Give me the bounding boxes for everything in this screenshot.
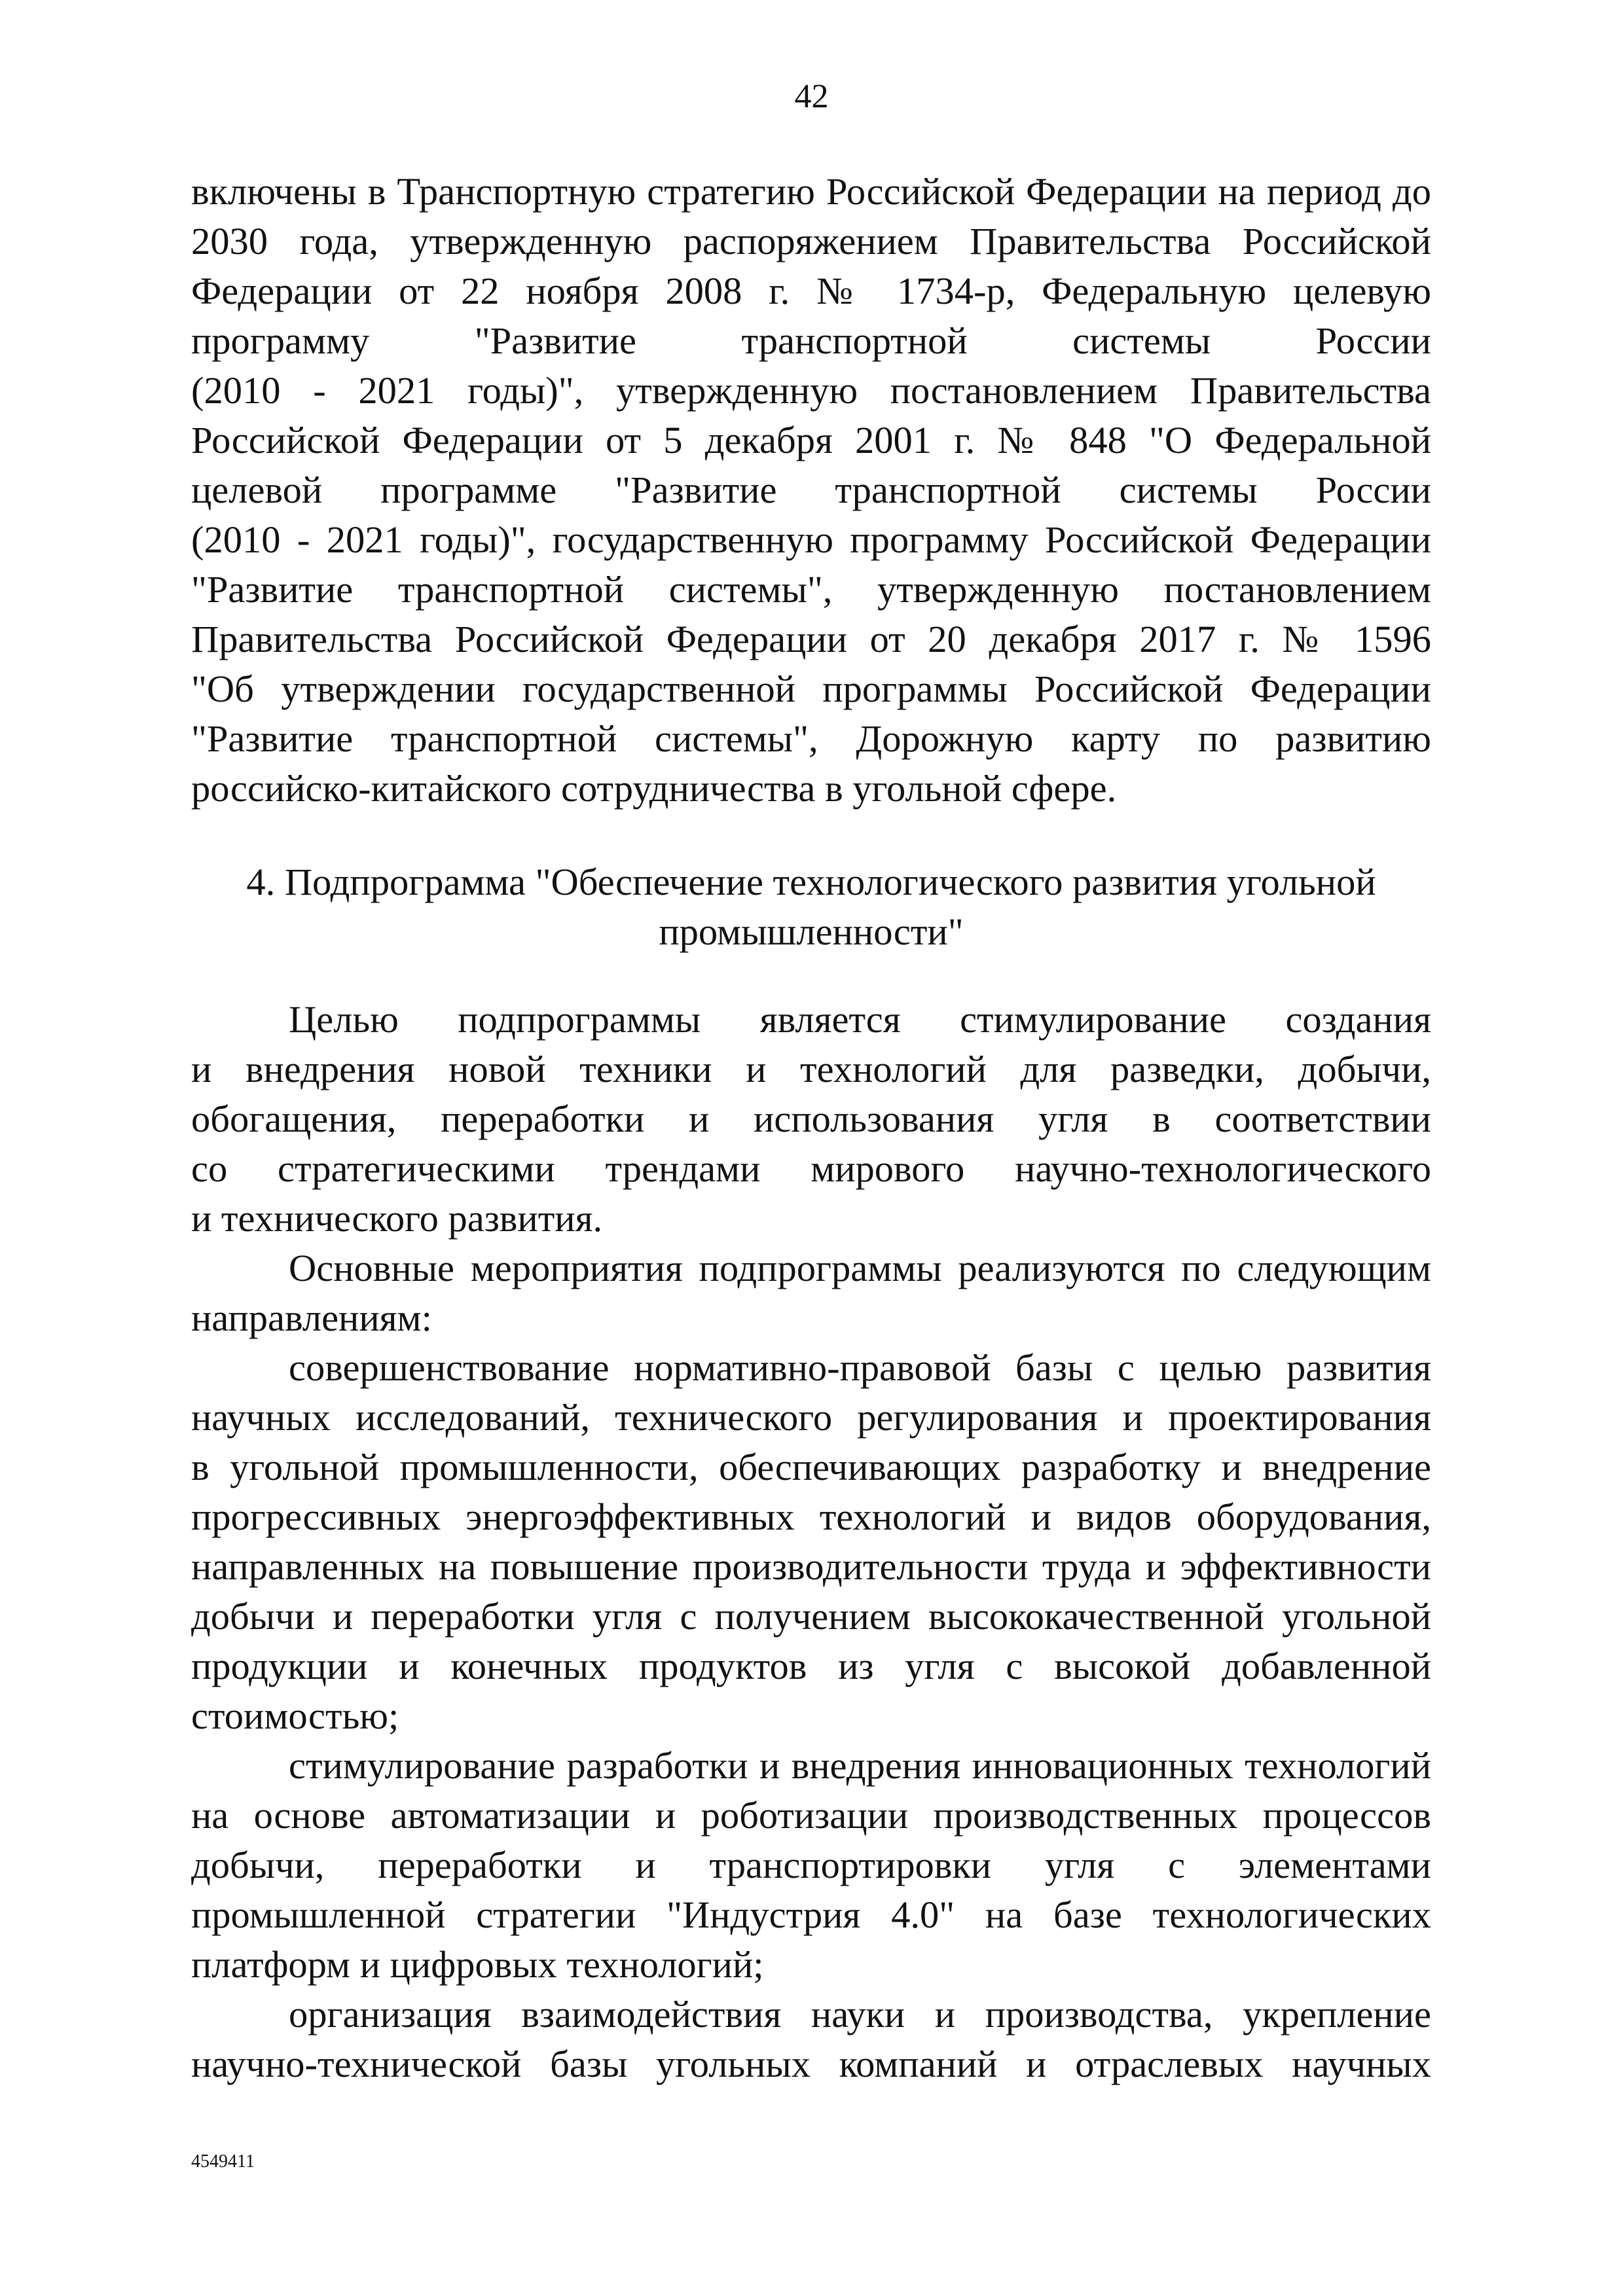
text-line: на основе автоматизации и роботизации производственных процессов	[191, 1794, 1431, 1837]
text-line: Российской Федерации от 5 декабря 2001 г. № 848 "О Федеральной	[191, 419, 1431, 461]
text-line: научно-технической базы угольных компаний и отраслевых научных	[191, 2043, 1431, 2085]
text-line: и внедрения новой техники и технологий для разведки, добычи,	[191, 1048, 1431, 1090]
text-line: направлениям:	[191, 1297, 432, 1339]
paragraph-goal	[191, 995, 1431, 1244]
intro-text	[191, 167, 1431, 814]
text-line: стимулирование разработки и внедрения инновационных технологий	[289, 1744, 1431, 1787]
text-line: целевой программе "Развитие транспортной системы России	[191, 469, 1431, 511]
text-line: и технического развития.	[191, 1197, 603, 1240]
text-line: Основные мероприятия подпрограммы реализуются по следующим	[289, 1247, 1431, 1289]
text-line: включены в Транспортную стратегию Российской Федерации на период до	[191, 170, 1431, 213]
text-line: Федерации от 22 ноября 2008 г. № 1734-р, Федеральную целевую	[191, 270, 1431, 312]
text-line: российско-китайского сотрудничества в угольной сфере.	[191, 767, 1117, 810]
text-line: Целью подпрограммы является стимулирование создания	[289, 998, 1431, 1041]
document-id: 4549411	[191, 2151, 255, 2172]
text-line: "Развитие транспортной системы", Дорожную карту по развитию	[191, 717, 1431, 760]
paragraph-direction-science	[191, 1990, 1431, 2089]
text-line: "Об утверждении государственной программы Российской Федерации	[191, 668, 1431, 710]
text-line: со стратегическими трендами мирового научно-технологического	[191, 1147, 1431, 1190]
text-line: добычи, переработки и транспортировки угля с элементами	[191, 1844, 1431, 1886]
text-line: совершенствование нормативно-правовой базы с целью развития	[289, 1346, 1431, 1389]
text-line: (2010 - 2021 годы)", утвержденную постановлением Правительства	[191, 369, 1431, 412]
text-line: 2030 года, утвержденную распоряжением Правительства Российской	[191, 220, 1431, 262]
text-line: промышленной стратегии "Индустрия 4.0" на базе технологических	[191, 1893, 1431, 1936]
text-line: в угольной промышленности, обеспечивающих разработку и внедрение	[191, 1446, 1431, 1488]
paragraph-direction-innovation	[191, 1741, 1431, 1990]
text-line: программу "Развитие транспортной системы России	[191, 319, 1431, 362]
section-body	[191, 995, 1431, 2089]
text-line: обогащения, переработки и использования угля в соответствии	[191, 1098, 1431, 1140]
section-heading-line: промышленности"	[659, 910, 964, 953]
paragraph-direction-regulation	[191, 1343, 1431, 1741]
text-line: "Развитие транспортной системы", утвержденную постановлением	[191, 568, 1431, 611]
page-number: 42	[794, 78, 829, 115]
text-line: платформ и цифровых технологий;	[191, 1943, 764, 1986]
text-line: стоимостью;	[191, 1695, 399, 1737]
text-line: продукции и конечных продуктов из угля с высокой добавленной	[191, 1645, 1431, 1687]
section-heading	[191, 857, 1431, 957]
text-line: прогрессивных энергоэффективных технологий и видов оборудования,	[191, 1496, 1431, 1538]
text-line: организация взаимодействия науки и производства, укрепление	[289, 1993, 1431, 2036]
text-line: научных исследований, технического регулирования и проектирования	[191, 1396, 1431, 1439]
text-line: Правительства Российской Федерации от 20 декабря 2017 г. № 1596	[191, 618, 1431, 660]
text-line: направленных на повышение производительности труда и эффективности	[191, 1545, 1431, 1588]
text-line: (2010 - 2021 годы)", государственную программу Российской Федерации	[191, 518, 1431, 561]
section-heading-line: 4. Подпрограмма "Обеспечение технологического развития угольной	[246, 861, 1376, 903]
text-line: добычи и переработки угля с получением высококачественной угольной	[191, 1595, 1431, 1638]
paragraph-directions-intro	[191, 1244, 1431, 1343]
